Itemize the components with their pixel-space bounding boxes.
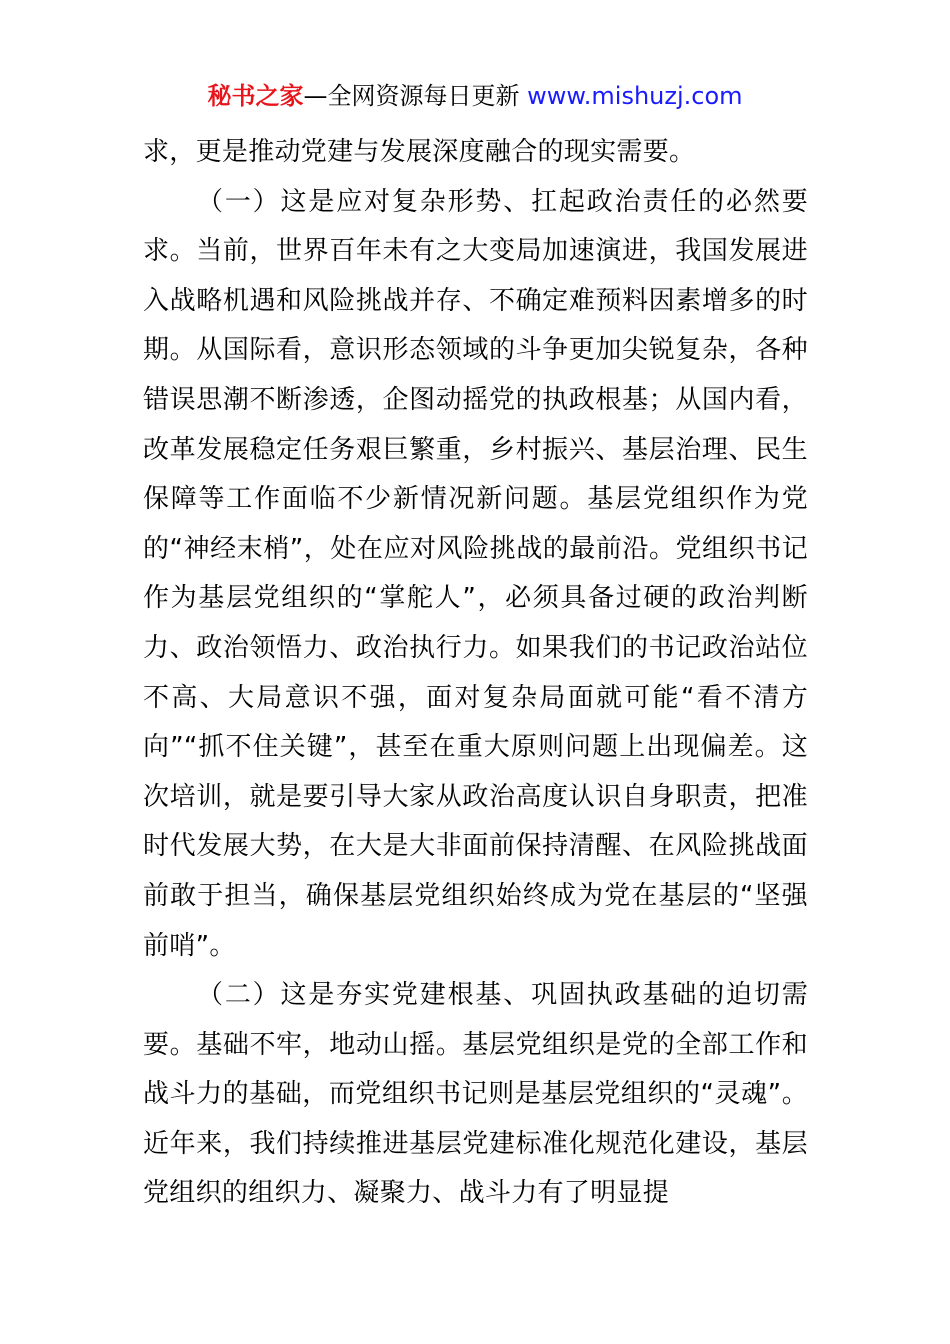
paragraph-section-one: （一）这是应对复杂形势、扛起政治责任的必然要求。当前，世界百年未有之大变局加速演进，我国发展进入战略机遇和风险挑战并存、不确定难预料因素增多的时期。从国际看，意识形态领域的斗争更加尖锐复杂，各种错误思潮不断渗透，企图动摇党的执政根基；从国内看，改革发展稳定任务艰巨繁重，乡村振兴、基层治理、民生保障等工作面临不少新情况新问题。基层党组织作为党的“神经末梢”，处在应对风险挑战的最前沿。党组织书记作为基层党组织的“掌舵人”，必须具备过硬的政治判断力、政治领悟力、政治执行力。如果我们的书记政治站位不高、大局意识不强，面对复杂局面就可能“看不清方向”“抓不住关键”，甚至在重大原则问题上出现偏差。这次培训，就是要引导大家从政治高度认识自身职责，把准时代发展大势，在大是大非面前保持清醒、在风险挑战面前敢于担当，确保基层党组织始终成为党在基层的“坚强前哨”。 [143,186,808,961]
document-body [143,128,808,1219]
site-header [0,80,950,112]
paragraph-section-two: （二）这是夯实党建根基、巩固执政基础的迫切需要。基础不牢，地动山摇。基层党组织是党的全部工作和战斗力的基础，而党组织书记则是基层党组织的“灵魂”。近年来，我们持续推进基层党建标准化规范化建设，基层党组织的组织力、凝聚力、战斗力有了明显提 [143,980,808,1209]
site-url-link[interactable]: www.mishuzj.com [527,82,743,110]
site-tagline: —全网资源每日更新 [303,82,528,110]
paragraph-continuation: 求，更是推动党建与发展深度融合的现实需要。 [143,137,696,167]
site-brand: 秘书之家 [207,82,304,110]
